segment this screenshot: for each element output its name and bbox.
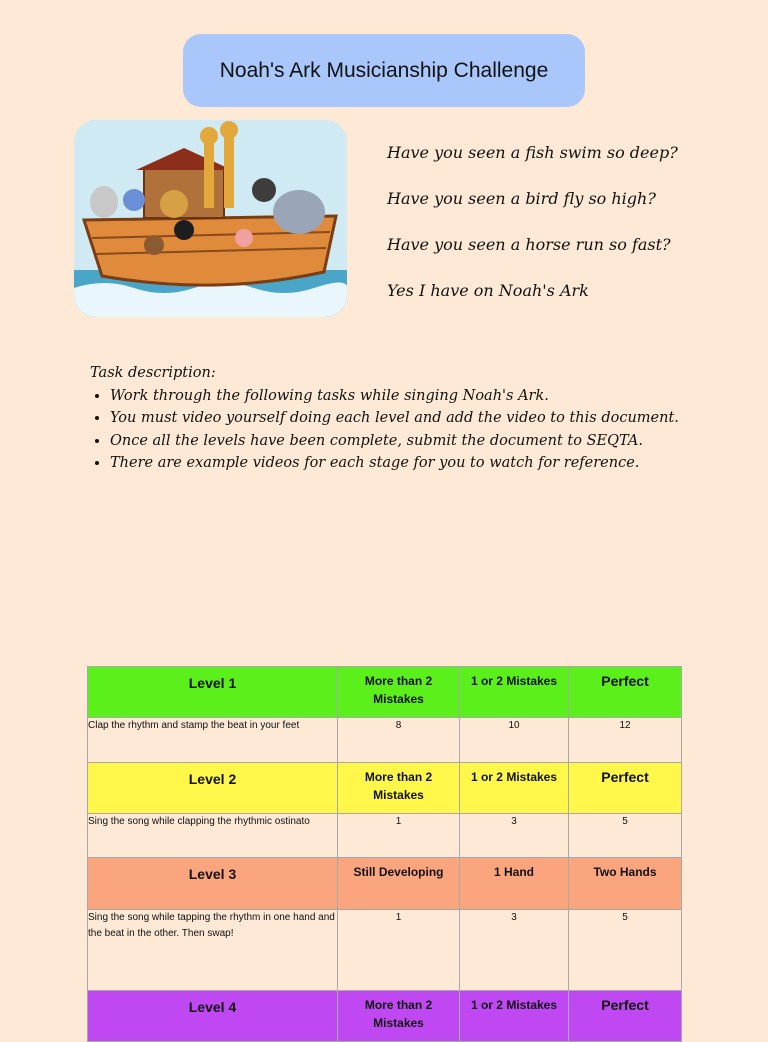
poem-line: Yes I have on Noah's Ark <box>387 281 589 300</box>
criteria-header: 1 or 2 Mistakes <box>460 991 569 1042</box>
score-cell[interactable]: 3 <box>460 814 569 858</box>
criteria-header: Still Developing <box>338 858 460 910</box>
criteria-header: More than 2 Mistakes <box>338 667 460 718</box>
level-header-row <box>88 667 682 718</box>
level-header-row <box>88 991 682 1042</box>
score-cell[interactable]: 5 <box>569 910 682 991</box>
criteria-header: Perfect <box>569 991 682 1042</box>
poem <box>387 143 757 327</box>
task-description <box>90 362 680 475</box>
criteria-header: 1 or 2 Mistakes <box>460 763 569 814</box>
score-cell[interactable]: 8 <box>338 718 460 763</box>
task-bullet: • Once all the levels have been complete, submit the document to SEQTA. <box>110 430 680 453</box>
rubric-table <box>87 666 682 1042</box>
score-cell[interactable]: 1 <box>338 910 460 991</box>
task-row <box>88 814 682 858</box>
score-cell[interactable]: 10 <box>460 718 569 763</box>
score-cell[interactable]: 1 <box>338 814 460 858</box>
criteria-header: 1 or 2 Mistakes <box>460 667 569 718</box>
task-text: Clap the rhythm and stamp the beat in your feet <box>88 718 338 763</box>
criteria-header: Perfect <box>569 763 682 814</box>
task-text: Sing the song while tapping the rhythm in one hand and the beat in the other. Then swap! <box>88 910 338 991</box>
poem-line: Have you seen a horse run so fast? <box>387 235 671 254</box>
task-bullet: • You must video yourself doing each level and add the video to this document. <box>110 407 680 430</box>
noahs-ark-illustration <box>74 120 347 317</box>
task-row <box>88 910 682 991</box>
task-row <box>88 718 682 763</box>
task-bullet: • Work through the following tasks while singing Noah's Ark. <box>110 385 680 408</box>
criteria-header: Perfect <box>569 667 682 718</box>
score-cell[interactable]: 3 <box>460 910 569 991</box>
level-label: Level 4 <box>88 991 338 1042</box>
task-text: Sing the song while clapping the rhythmic ostinato <box>88 814 338 858</box>
level-label: Level 2 <box>88 763 338 814</box>
poem-line: Have you seen a bird fly so high? <box>387 189 656 208</box>
criteria-header: 1 Hand <box>460 858 569 910</box>
task-heading: Task description: <box>90 365 216 381</box>
level-header-row <box>88 858 682 910</box>
score-cell[interactable]: 5 <box>569 814 682 858</box>
title-banner <box>183 34 585 107</box>
page-title: Noah's Ark Musicianship Challenge <box>219 58 549 82</box>
criteria-header: More than 2 Mistakes <box>338 763 460 814</box>
criteria-header: More than 2 Mistakes <box>338 991 460 1042</box>
score-cell[interactable]: 12 <box>569 718 682 763</box>
task-list <box>90 385 680 475</box>
level-label: Level 1 <box>88 667 338 718</box>
level-label: Level 3 <box>88 858 338 910</box>
criteria-header: Two Hands <box>569 858 682 910</box>
poem-line: Have you seen a fish swim so deep? <box>387 143 678 162</box>
task-bullet: • There are example videos for each stage for you to watch for reference. <box>110 452 680 475</box>
level-header-row <box>88 763 682 814</box>
